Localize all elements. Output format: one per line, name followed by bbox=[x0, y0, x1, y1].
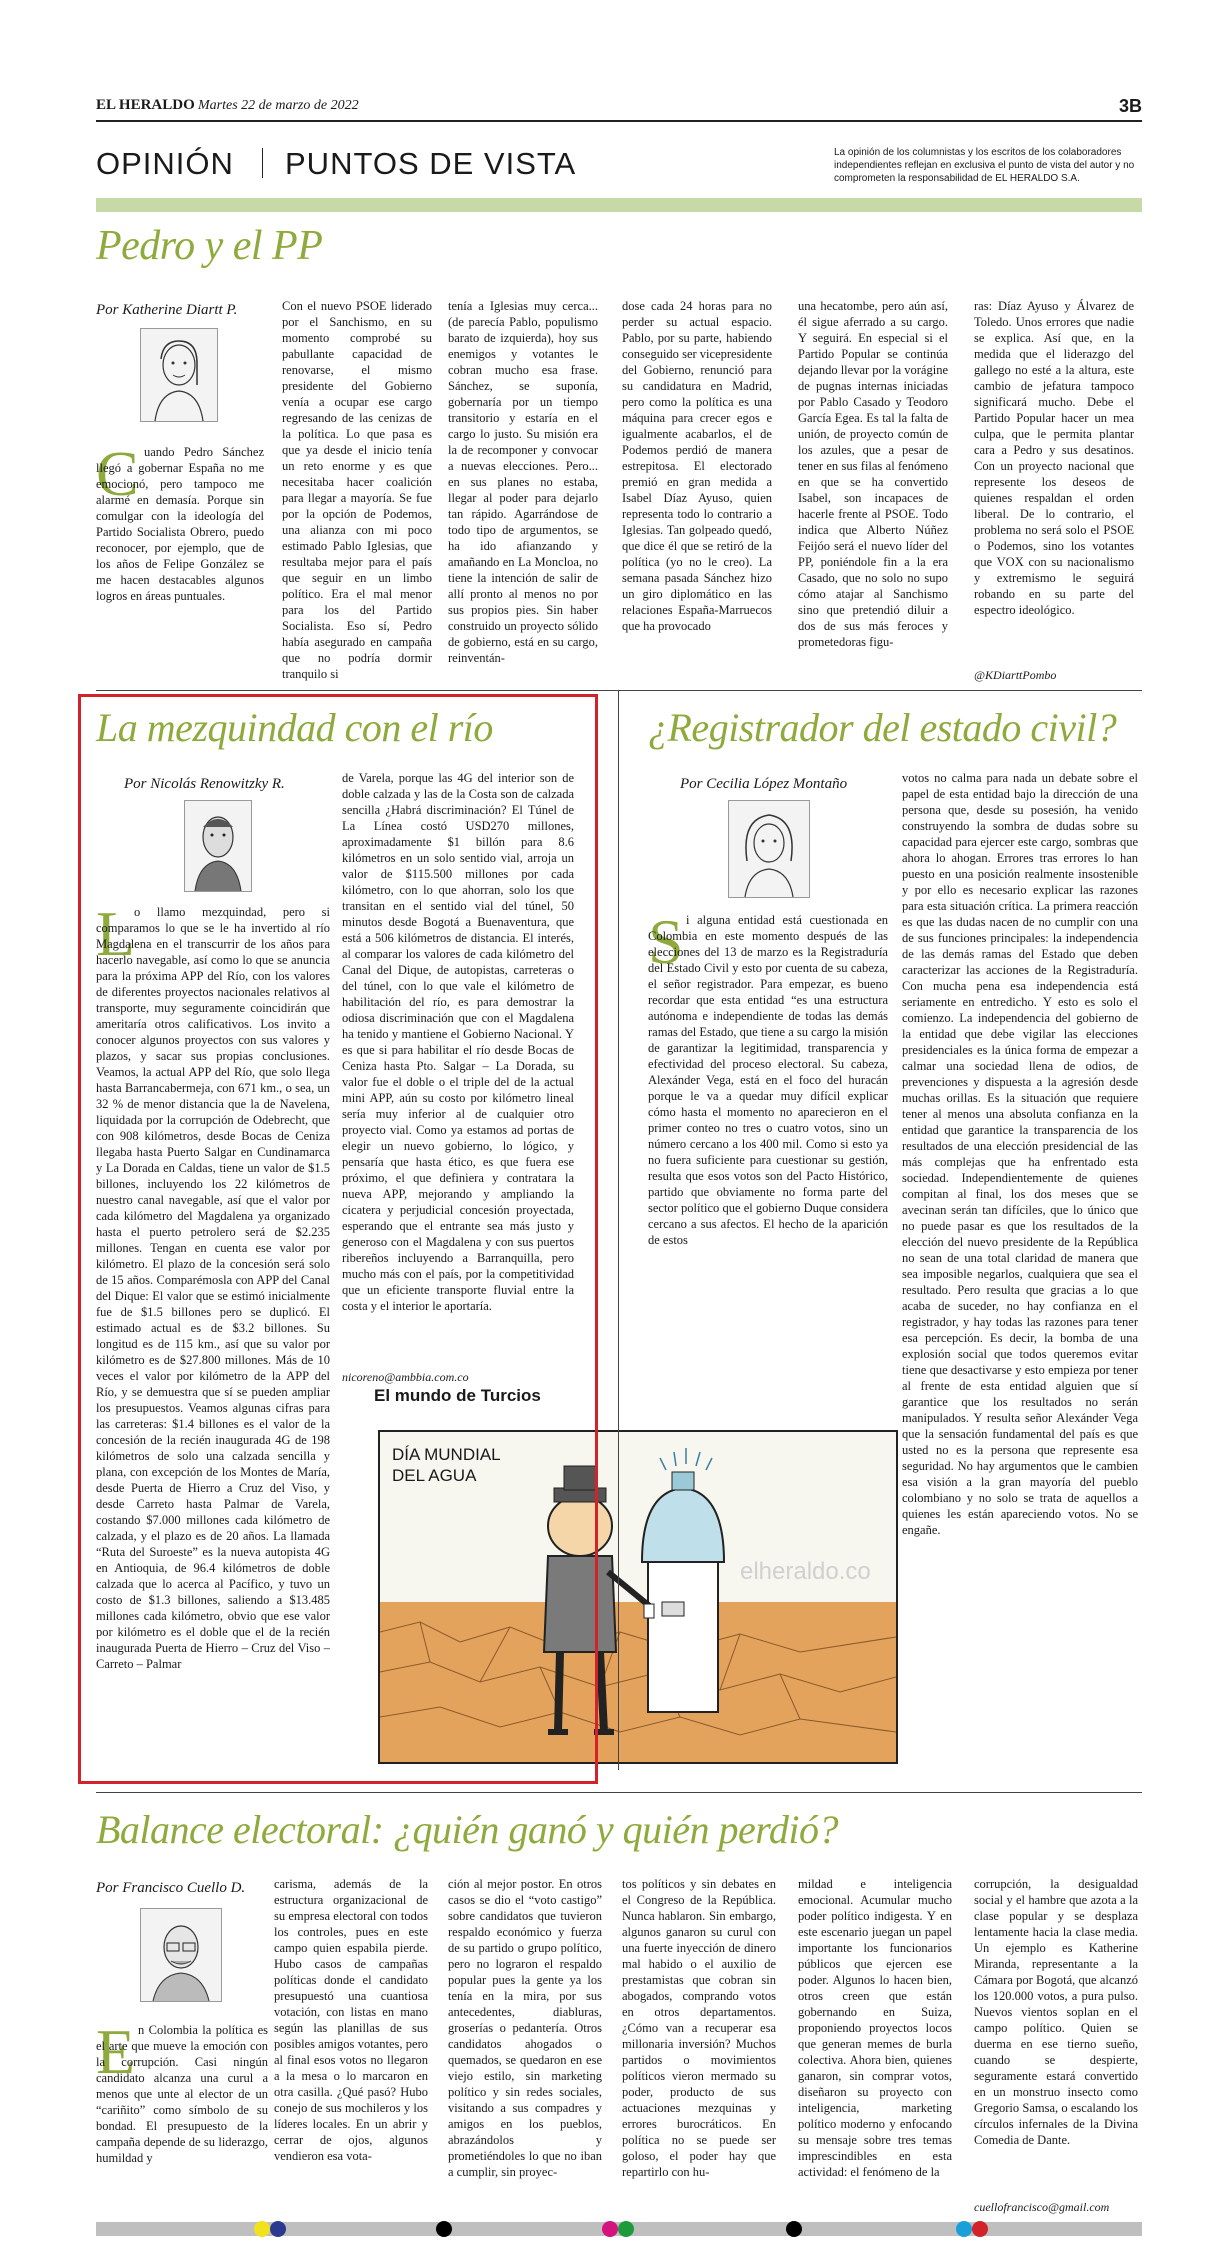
registration-dot-magenta bbox=[602, 2221, 618, 2237]
article1-dropcap: C bbox=[96, 438, 139, 509]
article3-headline: ¿Registrador del estado civil? bbox=[648, 705, 1117, 750]
article1-col-6: ras: Díaz Ayuso y Álvarez de Toledo. Unos errores que nadie se explica. Así que, en la medida que el liderazgo del gallego no esté a la altura, este cambio de jefatura tampoco significará mucho. Debe el Partido Popular hacer un mea culpa, que le permita plantar cara a Pedro y sus desatinos. Con un proyecto nacional que represente los deseos de quienes respaldan el orden liberal. De lo contrario, el problema no será solo el PSOE o Podemos, sino los votantes que VOX con su nacionalismo y extremismo le seguirá robando en su parte del espectro ideológico. bbox=[974, 299, 1134, 617]
article1-col-3: tenía a Iglesias muy cerca... (de parecía Pablo, populismo barato de izquierda), hoy sus enemigos y votantes le cobran mucho esa frase. Sánchez, se suponía, gobernaría por un tiempo transitorio y estaría en el cargo lo justo. Su misión era la de recomponer y convocar a nuevas elecciones. Pero... en sus planes no estaba, llegar al poder para dejarlo tan rápido. Agarrándose de todo tipo de argumentos, se ha ido afianzando y amañando en La Moncloa, no tiene la intención de salir de allí pronto al menos no por sus propios pies. Sin haber construido un proyecto sólido de gobierno, está en su cargo, reinventán- bbox=[448, 299, 598, 665]
registration-dot-yellow bbox=[254, 2221, 270, 2237]
issue-date: Martes 22 de marzo de 2022 bbox=[198, 98, 359, 113]
editorial-disclaimer: La opinión de los columnistas y los escritos de los colaboradores independientes reflejan en exclusiva el punto de vista del autor y no comprometen la responsabilidad de EL HERALDO S.A. bbox=[834, 147, 1135, 184]
article4-col-4: tos políticos y sin debates en el Congreso de la República. Nunca hablaron. Sin embargo, algunos ganaron su curul con una fuerte inyección de dinero mal habido o el auxilio de prestamistas que cobran sin abogados, comprando votos en otros departamentos. ¿Cómo van a recuperar esa millonaria inversión? Muchos partidos o movimientos políticos vieron mermado su poder, producto de sus actuaciones mezquinas y errores burocráticos. En política no se puede ser goloso, el poder hay que repartirlo con hu- bbox=[622, 1877, 776, 2179]
section-divider bbox=[262, 148, 263, 178]
column-separator bbox=[618, 690, 619, 1770]
article2-col-2: de Varela, porque las 4G del interior son de doble calzada y las de la Costa son de calzada sencilla ¿Habrá discriminación? El Túnel de La Línea costó USD270 millones, aproximadamente $1 billón para 8.6 kilómetros en un solo sentido vial, arroja un valor de $115.500 millones por cada kilómetro, con lo que ahorran, solo los que transitan en el sentido vial del túnel, 50 minutos desde Bogotá a Buenaventura, que está a 506 kilómetros de distancia. El interés, al comparar los valores de cada kilómetro del Canal del Dique, de autopistas, carreteras o del túnel, con lo que vale el kilómetro de habilitación del río, es para demostrar la odiosa discriminación que con el Magdalena ha tenido y mantiene el Gobierno Nacional. Y es que si para habilitar el río desde Bocas de Ceniza hasta Pto. Salgar – La Dorada, su valor fue el doble o el triple del de la actual mini APP, aún su costo por kilómetro lineal sería muy inferior al de cualquier otro proyecto vial. Como ya estamos ad portas de elegir un nuevo gobierno, lo lógico, y pensaría que hasta ético, es que fuera ese próximo, el que definiera y contratara la nueva APP, mejorando y ampliando la cicatera y perjudicial concesión proyectada, esperando que el entrante sea más justo y generoso con el Magdalena y con sus puertos ribereños incluyendo a Barranquilla, pero mucho más con el país, por la competitividad que un eficiente transporte fluvial entre la costa y el interior le aportaría. bbox=[342, 771, 574, 1313]
article3-author-portrait bbox=[728, 800, 810, 898]
article4-byline: Por Francisco Cuello D. bbox=[96, 1880, 246, 1896]
article-divider bbox=[96, 690, 1142, 691]
newspaper-name: EL HERALDO bbox=[96, 97, 195, 113]
article4-author-email: cuellofrancisco@gmail.com bbox=[974, 2200, 1110, 2214]
article1-author-handle: @KDiarttPombo bbox=[974, 668, 1057, 682]
author-sketch-icon bbox=[729, 801, 809, 897]
page-number: 3B bbox=[1118, 96, 1142, 116]
registration-dot-green bbox=[618, 2221, 634, 2237]
article2-col-1: o llamo mezquindad, pero si comparamos lo que se le ha invertido al río Magdalena en el transcurrir de los años para hacerlo navegable, así como lo que se anuncia para la próxima APP del Río, con los valores de diferentes proyectos nacionales relativos al transporte, muy seguramente coincidirán que ameritaría otros calificativos. Los invito a conocer algunos proyectos con sus valores y plazos, y sacar sus propias conclusiones. Veamos, la actual APP del Río, que solo llega hasta Barrancabermeja, con 671 km., o sea, un 32 % de menor distancia que la de Navelena, liquidada por la corrupción de Odebrecht, que con 908 kilómetros, desde Bocas de Ceniza llegaba hasta Puerto Salgar en Cundinamarca y La Dorada en Caldas, tiene un valor de $1.5 billones, incluyendo los 22 kilómetros de nuestro canal navegable, así que el valor por cada kilómetro del Magdalena ya organizado hasta el puerto petrolero será de $2.235 millones. Tengan en cuenta ese valor por kilómetro. El plazo de la concesión será solo de 15 años. Comparémosla con APP del Canal del Dique: El valor que se estimó inicialmente fue de $1.5 billones pero se duplicó. El estimado actual es de $3.2 billones. Su longitud es de 115 km., así que su valor por kilómetro es de $27.800 millones. Más de 10 veces el valor por kilómetro de la APP del Río, y se demuestra que sí se pueden ampliar los presupuestos. Veamos algunas cifras para las carreteras: $1.4 billones es el valor de la concesión de la recién inaugurada 4G de 198 kilómetros de solo una calzada sencilla y plana, con excepción de los Montes de María, desde Puerta de Hierro a Cruz del Viso, y desde Carreto hasta Palmar de Varela, costando $7.000 millones cada kilómetro de calzada, y el plazo es de 20 años. La llamada “Ruta del Suroeste” es la nueva autopista 4G en Antioquia, de 96.4 kilómetros de doble calzada que lo acerca al Pacífico, y tuvo un costo de $1.3 billones, saliendo a $13.485 millones cada kilómetro, obvio que ese valor por kilómetro es el doble que el de la recién inaugurada Puerta de Hierro – Cruz del Viso – Carreto – Palmar bbox=[96, 905, 330, 1671]
article1-col-4: dose cada 24 horas para no perder su actual espacio. Pablo, por su parte, habiendo conseguido ser vicepresidente del Gobierno, renunció para su candidatura en Madrid, pero como la política es una máquina para crecer egos e igualmente acabarlos, el de Podemos perdió de manera estrepitosa. El electorado premió en gran medida a Isabel Díaz Ayuso, quien representa todo lo contrario a Iglesias. Tan golpeado quedó, que dice él que se retiró de la política (yo no le creo). La semana pasada Sánchez hizo un giro diplomático en las relaciones España-Marruecos que ha provocado bbox=[622, 299, 772, 633]
article1-headline: Pedro y el PP bbox=[96, 223, 323, 269]
registration-dot-black bbox=[786, 2221, 802, 2237]
article4-col-1: n Colombia la política es el arte que mueve la emoción con la corrupción. Casi ningún candidato alcanza una curul a menos que unte al elector de un “cariñito” como símbolo de su bondad. El presupuesto de la campaña depende de su liderazgo, humildad y bbox=[96, 2023, 268, 2165]
article4-dropcap: E bbox=[96, 2016, 136, 2087]
article4-col-2: carisma, además de la estructura organizacional de su empresa electoral con todos los controles, pues en este campo quien espabila pierde. Hubo casos de campañas políticas donde el candidato presupuestó una cuantiosa votación, con listas en mano según las planillas de sus posibles amigos votantes, pero al final esos votos no llegaron a la mesa o lo marcaron en otra casilla. ¿Qué pasó? Hubo conejo de sus mochileros y los líderes locales. En un abrir y cerrar de ojos, algunos vendieron esa vota- bbox=[274, 1877, 428, 2163]
registration-dot-cyan bbox=[956, 2221, 972, 2237]
article4-col-3: ción al mejor postor. En otros casos se dio el “voto castigo” sobre candidatos que tuvieron respaldo económico y fuerza de su partido o grupo político, pero no lograron el respaldo popular pues la gente ya los tenía en la mira, por sus antecedentes, diabluras, groserías o pedantería. Otros candidatos ahogados o quemados, se quedaron en ese viejo estilo, sin marketing político y sin redes sociales, visitando a sus compadres y amigos en los pueblos, abrazándolos y prometiéndoles lo que no iban a cumplir, sin proyec- bbox=[448, 1877, 602, 2179]
cartoon-caption-line-2: DEL AGUA bbox=[392, 1466, 477, 1485]
article3-dropcap: S bbox=[648, 906, 684, 977]
registration-dot-black bbox=[436, 2221, 452, 2237]
highlight-frame bbox=[78, 694, 598, 1784]
article4-author-portrait bbox=[140, 1908, 222, 2002]
article2-byline: Por Nicolás Renowitzky R. bbox=[124, 776, 285, 792]
article4-col-6: corrupción, la desigualdad social y el hambre que azota a la clase popular y se desplaza lentamente hacia la clase media. Un ejemplo es Katherine Miranda, representante a la Cámara por Bogotá, que alcanzó los 120.000 votos, a pura pulso. Nuevos vientos soplan en el campo político. Quien se duerma en ese tierno sueño, cuando se despierte, seguramente estará convertido en un monstruo insecto como Gregorio Samsa, o escalando los círculos infernales de la Divina Comedia de Dante. bbox=[974, 1877, 1138, 2147]
section-subtitle: PUNTOS DE VISTA bbox=[285, 146, 577, 181]
article3-col-1: i alguna entidad está cuestionada en Colombia en este momento después de las elecciones del 13 de marzo es la Registraduría del Estado Civil y esto por cuenta de su cabeza, el señor registrador. Para empezar, es bueno recordar que esta entidad “es una estructura autónoma e independiente de todas las demás ramas del Estado, que tiene a su cargo la misión de garantizar la legitimidad, transparencia y efectividad del proceso electoral. Su cabeza, Alexánder Vega, está en el foco del huracán porque le va a quedar muy difícil explicar cómo hasta el momento no aparecieron en el primer conteo no tres o cuatro votos, sino un número cercano a los 400 mil. Como si esto ya no fuera suficiente para cuestionar su gestión, resulta que esos votos son del Pacto Histórico, partido que obviamente no forma parte del sector político que el gobierno Duque considera cercano a sus afectos. El hecho de la aparición de estos bbox=[648, 913, 888, 1247]
article4-headline: Balance electoral: ¿quién ganó y quién perdió? bbox=[96, 1807, 838, 1852]
cartoon-title: El mundo de Turcios bbox=[374, 1386, 541, 1405]
article4-col-5: mildad e inteligencia emocional. Acumular mucho poder político indigesta. Y en este escenario juegan un papel importante los funcionarios públicos que ejercen ese poder. Algunos lo hacen bien, otros creen que están gobernando en Suiza, proponiendo proyectos locos que generan memes de burla colectiva. Ahora bien, quienes ganaron, sin comprar votos, diseñaron su proyecto con inteligencia, marketing político moderno y enfocando su mensaje sobre tres temas imprescindibles en esta actividad: el fenómeno de la bbox=[798, 1877, 952, 2179]
cartoon-caption-line-1: DÍA MUNDIAL bbox=[392, 1445, 501, 1464]
article1-col-5: una hecatombe, pero aún así, él sigue aferrado a su cargo. Y seguirá. En especial si el Partido Popular se continúa dejando llevar por la vorágine de pugnas internas iniciadas por Pablo Casado y Teodoro García Egea. Es tal la falta de unión, de proyecto común de los azules, que a pesar de tener en sus filas al fenómeno en que se ha convertido Isabel, son incapaces de hacerle frente al PSOE. Todo indica que Alberto Núñez Feijóo será el nuevo líder del PP, poniéndole fin a la era Casado, que no solo no supo cómo atajar al Sanchismo sino que pretendió diluir a dos de sus más feroces y prometedoras figu- bbox=[798, 299, 948, 649]
article1-col-2: Con el nuevo PSOE liderado por el Sanchismo, en su momento comprobé su pabullante capacidad de renovarse, el mismo presidente del Gobierno venía a ocupar ese cargo regresando de las cenizas de la política. Lo que pasa es que ya desde el inicio tenía un reto enorme y es que necesitaba hacer coalición para llegar a mayoría. Se fue por la opción de Podemos, una alianza con mi poco estimado Pablo Iglesias, que resultaba mejor para el país que seguir en un limbo político. Era el mal menor para los del Partido Socialista. Eso sí, Pedro había asegurado en campaña que no podría dormir tranquilo si bbox=[282, 299, 432, 681]
article3-col-2: votos no calma para nada un debate sobre el papel de esta entidad bajo la dirección de una persona que, desde su posesión, ha venido construyendo la sombra de dudas sobre su capacidad para ejercer este cargo, sombras que ahora lo ahogan. Errores tras errores lo han puesto en una posición realmente insostenible y por ello es necesario explicar las razones para esta situación crítica. La primera reacción es que las dudas nacen de no cumplir con una de sus funciones principales: la independencia de las demás ramas del Estado que deben caracterizar las acciones de la Registraduría. Con mucha pena esa independencia está seriamente en entredicho. Y esto es solo el comienzo. La independencia del gobierno de la entidad que debe vigilar las elecciones presidenciales es la única forma de empezar a calmar una sociedad llena de odios, de prevenciones y dispuesta a la agresión desde muchas orillas. Es la situación que requiere tener al menos una absoluta confianza en la entidad que garantice la transparencia de los resultados de una elección presidencial de las más complejas que ha enfrentado esta sociedad. Independientemente de quienes compitan al final, los dos meses que se avecinan serán tan difíciles, que lo único que no puede pasar es que los resultados de la elección del nuevo presidente de la República no sean de una total claridad de manera que sea imposible negarlos, cualquiera que sea el resultado. Pero resulta que gracias a lo que acaba de suceder, no hay confianza en el registrador, y hay todas las razones para tener esa percepción. Es decir, la bomba de una explosión social que todos queremos evitar tiene que desactivarse y esto empieza por tener al frente de esta entidad alguien que sí garantice que los resultados no serán manipulados. Y resulta señor Alexánder Vega que la sensación fundamental del país es que usted no es la persona que represente esa seguridad. No hay argumentos que le cambien esa visión a la gran mayoría del pueblo colombiano y no solo se trata de aquellos a quienes les están apareciendo votos. No se engañe. bbox=[902, 771, 1138, 1537]
cartoon-watermark: elheraldo.co bbox=[740, 1558, 871, 1585]
registration-dot-blue bbox=[270, 2221, 286, 2237]
article2-dropcap: L bbox=[96, 898, 136, 969]
section-title: OPINIÓN bbox=[96, 146, 234, 181]
article2-author-email: nicoreno@ambbia.com.co bbox=[342, 1370, 469, 1384]
section-green-bar bbox=[96, 198, 1142, 212]
article2-headline: La mezquindad con el río bbox=[96, 705, 493, 750]
author-sketch-icon bbox=[141, 329, 217, 421]
registration-dot-red bbox=[972, 2221, 988, 2237]
author-sketch-icon bbox=[141, 1909, 221, 2001]
masthead-rule bbox=[96, 120, 1142, 122]
article-divider bbox=[96, 1792, 1142, 1793]
article1-author-portrait bbox=[140, 328, 218, 422]
article1-byline: Por Katherine Diartt P. bbox=[96, 302, 238, 318]
article3-byline: Por Cecilia López Montaño bbox=[680, 776, 848, 792]
article1-col-1: uando Pedro Sánchez llegó a gobernar España no me emocionó, pero tampoco me alarmé en demasía. Porque sin comulgar con la ideología del Partido Socialista Obrero, puedo reconocer, por ejemplo, que de los años de Felipe González se me hacen destacables algunos logros en áreas puntuales. bbox=[96, 445, 264, 603]
